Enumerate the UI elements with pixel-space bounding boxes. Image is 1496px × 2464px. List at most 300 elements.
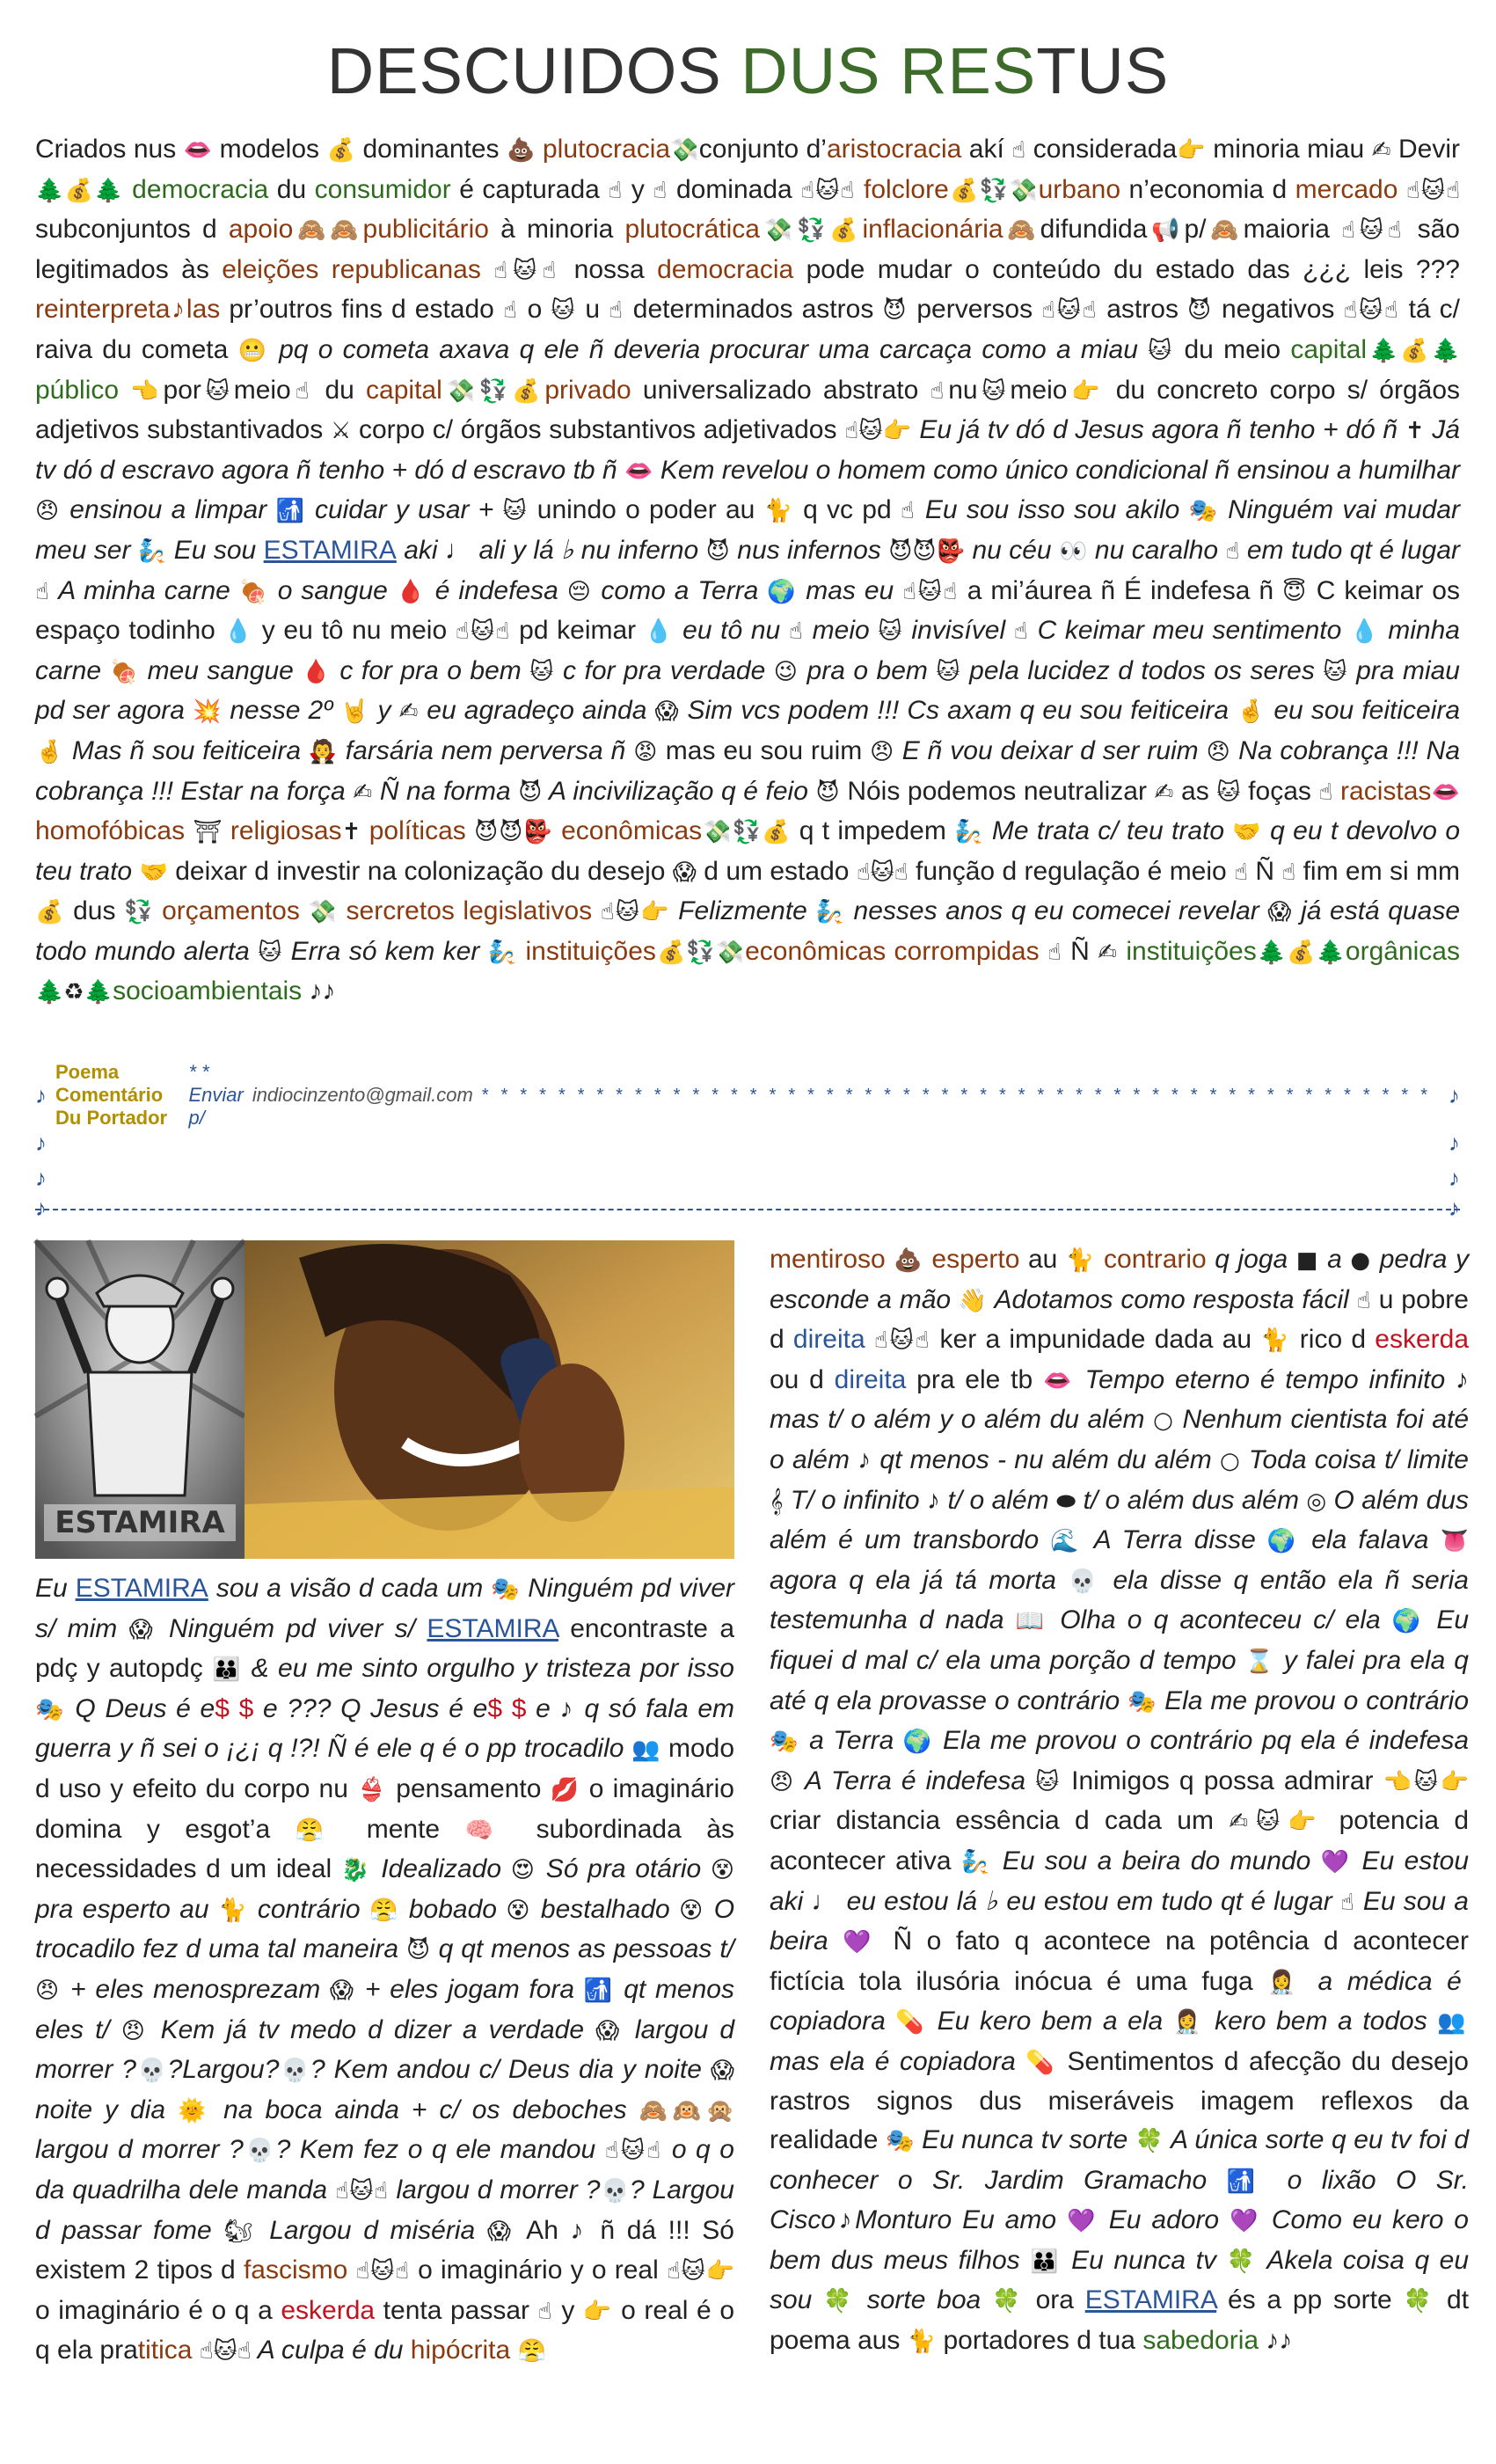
emoji-icon: 😱	[128, 1616, 157, 1643]
music-note-icon: ♪	[1449, 1195, 1460, 1221]
poem-text-italic: nesse 2º	[222, 696, 341, 726]
poem-text: rico d	[1290, 1325, 1376, 1355]
emoji-icon: 💧	[644, 618, 675, 646]
poem-text-italic: Na cobrança !!! Na cobrança !!! Estar na força	[35, 735, 1461, 806]
emoji-icon: 😱	[1267, 899, 1293, 926]
poem-text: astros	[1098, 295, 1188, 325]
poem-text-italic: Eu nunca tv	[1061, 2245, 1227, 2275]
poem-text-italic: y	[369, 696, 399, 726]
poem-text-italic: Eu nunca tv sorte	[914, 2125, 1135, 2155]
highlight-brown: religiosas	[222, 816, 342, 846]
emoji-icon: ☝	[609, 297, 624, 325]
emoji-icon: 🌞	[178, 2097, 212, 2124]
emoji-icon: 😱	[595, 2017, 624, 2044]
poem-text-italic: Eu adoro	[1098, 2205, 1230, 2235]
poem-text-italic: Toda coisa t/ limite	[1240, 1444, 1469, 1474]
emoji-icon: 👉	[1067, 377, 1105, 405]
emoji-icon: 💀	[279, 2058, 311, 2085]
poem-text-italic: O trocadilo fez d uma tal maneira	[35, 1894, 735, 1964]
poem-text: mas eu sou ruim	[657, 735, 871, 765]
poem-text: dt poema aus	[770, 2285, 1470, 2356]
poem-text: dominada	[668, 174, 801, 204]
emoji-icon: 💰💱💸	[655, 939, 746, 966]
poem-text-italic: eu agradeço ainda	[419, 696, 655, 726]
highlight-brown: aristocracia	[826, 135, 962, 164]
poem-text-italic: A Terra disse	[1083, 1525, 1267, 1555]
poem-text-italic: T/ o infinito ♪ t/ o além	[783, 1485, 1057, 1515]
emoji-icon: 😵	[679, 1897, 705, 1924]
highlight-green: consumidor	[314, 174, 451, 204]
emoji-icon: 💸	[308, 899, 338, 926]
poem-text: criar distancia essência d cada um	[770, 1806, 1230, 1836]
highlight-blue: direita	[834, 1364, 907, 1394]
poem-text-italic: Como eu kero o bem dus meus filhos	[770, 2205, 1469, 2275]
emoji-icon: 🐱	[936, 658, 961, 685]
emoji-icon: 😵	[506, 1897, 532, 1924]
poem-text: modo d uso y efeito du corpo nu	[35, 1734, 734, 1803]
woman-on-phone-photo	[244, 1240, 734, 1559]
poem-text-italic: mas eu	[797, 575, 903, 605]
emoji-icon: 🌍	[1266, 1528, 1301, 1555]
emoji-icon: ☝🐱☝	[1041, 297, 1098, 325]
emoji-icon: 😱	[329, 1977, 356, 2004]
emoji-icon: 🐿	[223, 2218, 258, 2245]
emoji-icon: ☝	[35, 578, 51, 605]
poem-text-italic: pedra y esconde a mão	[770, 1245, 1470, 1314]
poem-text-italic: mas ela é copiadora	[770, 2046, 1026, 2076]
poem-text-italic: q qt menos as pessoas t/	[430, 1934, 734, 1964]
emoji-icon: 🧞	[487, 939, 518, 966]
poem-text: ♪♪	[1259, 2326, 1293, 2356]
poem-text-italic: Kem já tv medo d dizer a verdade	[149, 2014, 596, 2044]
emoji-icon: 🐱	[502, 498, 529, 525]
poem-text: d um estado	[696, 856, 857, 886]
emoji-icon: ✍	[1098, 939, 1118, 966]
estamira-drawing	[35, 1240, 244, 1559]
emoji-icon: 🌲💰🌲	[1256, 939, 1346, 966]
emoji-icon: ☝	[502, 297, 519, 325]
poem-text-italic: ? Kem fez o q ele mandou	[275, 2135, 605, 2165]
poem-text-italic: ? Kem andou c/ Deus dia y noite	[310, 2055, 711, 2085]
poem-text-italic: Felizmente	[669, 896, 816, 926]
emoji-icon: 🧞	[960, 1848, 993, 1875]
poem-text: as	[1173, 776, 1217, 806]
emoji-icon: ◎	[1306, 1488, 1327, 1515]
poem-text-italic: sorte boa	[855, 2285, 992, 2315]
poem-text: tá c/ raiva du cometa	[35, 295, 1461, 364]
title-part-1: DESCUIDOS	[326, 34, 741, 107]
poem-text-italic: + eles menosprezam	[61, 1974, 330, 2004]
emoji-icon: 💥	[193, 698, 223, 726]
emoji-icon: 🐱	[201, 377, 234, 405]
emoji-icon: 👪	[1030, 2248, 1062, 2275]
emoji-icon: 🐱	[1035, 1768, 1062, 1795]
poem-text-italic: Akela coisa q eu sou	[770, 2245, 1470, 2315]
emoji-icon: ☝🐱☝	[800, 177, 856, 204]
poem-text-italic: nu caralho	[1087, 535, 1226, 565]
highlight-brown: plutocracia	[535, 135, 671, 164]
poem-text: portadores d tua	[936, 2326, 1143, 2356]
poem-text-italic: a médica é copiadora	[770, 1966, 1462, 2036]
estamira-link[interactable]: ESTAMIRA	[1084, 2285, 1217, 2315]
comment-textarea[interactable]	[35, 1112, 1460, 1221]
poem-text-italic: Ela me provou o contrário pq ela é indefesa	[933, 1726, 1470, 1756]
poem-text	[1397, 175, 1406, 204]
poem-text-italic: largou d morrer ?	[35, 2135, 244, 2165]
poem-text-italic: Eu sou a beira	[770, 1886, 1469, 1956]
emoji-icon: ⬬	[1056, 1488, 1076, 1515]
poem-text-italic: y falei pra ela q até q ela provasse o contrário	[770, 1645, 1469, 1715]
emoji-icon: 💋	[550, 1776, 580, 1803]
music-note-icon: ♪	[35, 1130, 47, 1156]
emoji-icon: ☝	[290, 377, 314, 405]
emoji-icon: 🐱	[878, 618, 903, 646]
emoji-icon: 🌍	[1391, 1608, 1426, 1635]
emoji-icon: 💊	[1025, 2049, 1057, 2076]
emoji-icon: 💀	[135, 2058, 168, 2085]
emoji-icon: 😤	[295, 1817, 342, 1844]
emoji-icon: 🍀	[992, 2288, 1025, 2315]
emoji-icon: 💊	[895, 2009, 928, 2036]
emoji-icon: 😈	[406, 1937, 431, 1964]
poem-text-italic: eu tô nu	[674, 616, 789, 646]
highlight-brown: privado	[544, 375, 631, 405]
emoji-icon: 🩸	[396, 578, 427, 605]
poem-text-italic: noite y dia	[35, 2095, 179, 2124]
poem-text-italic: em tudo qt é lugar	[1239, 535, 1461, 565]
emoji-icon: ☝🐱☝	[199, 2338, 252, 2365]
poem-text: negativos	[1212, 295, 1344, 325]
poem-text-italic: q joga	[1206, 1245, 1296, 1274]
poem-text: meio	[233, 375, 291, 405]
emoji-icon: ✍	[1154, 779, 1174, 806]
highlight-brown: hipócrita	[410, 2336, 511, 2365]
emoji-icon: 💜	[1066, 2208, 1098, 2235]
poem-text: o real é o q ela pra	[35, 2295, 734, 2365]
emoji-icon: 👈	[130, 377, 164, 405]
music-note-icon: ♪	[1449, 1130, 1460, 1156]
poem-text: perversos	[908, 295, 1042, 325]
emoji-icon: ☝	[1013, 618, 1029, 646]
poem-text-italic: Q Deus é e	[65, 1693, 215, 1723]
emoji-icon: 😠	[870, 738, 894, 765]
poem-text-italic: e ♪ q só fala em guerra y ñ sei o ¡¿¡ q !?! Ñ é ele q é o pp trocadilo	[35, 1693, 735, 1764]
poem-text: encontraste a pdç y autopdç	[35, 1613, 734, 1684]
title-part-3: TUS	[1036, 34, 1170, 107]
poem-text-italic: invisível	[902, 616, 1014, 646]
poem-text-italic: O além dus além é um transbordo	[770, 1485, 1470, 1555]
poem-text: função d regulação é meio	[908, 856, 1235, 886]
emoji-icon: 👄	[1431, 779, 1461, 806]
poem-text: Devir	[1390, 135, 1460, 164]
emoji-icon: 🚮	[275, 498, 306, 525]
email-link[interactable]: indiocinzento@gmail.com	[252, 1084, 473, 1106]
poem-text: nossa	[561, 254, 658, 284]
poem-text-italic: eu sou feiticeira	[1266, 696, 1461, 726]
emoji-icon: 🐱	[977, 377, 1011, 405]
poem-text-italic: já está quase todo mundo alerta	[35, 896, 1461, 966]
poem-text: minoria miau	[1205, 135, 1372, 164]
poem-text	[347, 2256, 355, 2285]
poem-text-italic: minha carne	[35, 616, 1460, 685]
poem-text: o imaginário domina y esgot’a	[35, 1773, 734, 1844]
poem-text: o imaginário é o q a	[35, 2295, 281, 2325]
emoji-icon: ☝🐱☝	[1343, 297, 1400, 325]
highlight-brown: capital	[366, 375, 442, 405]
poem-text: meio	[1010, 375, 1068, 405]
poem-text: tenta passar	[375, 2295, 538, 2325]
highlight-red: $ $	[215, 1693, 254, 1723]
emoji-icon: 😈	[815, 779, 840, 806]
emoji-icon: 😱	[486, 2218, 516, 2245]
emoji-icon: 𝄞	[770, 1488, 784, 1515]
emoji-icon: 🎭	[491, 1576, 521, 1603]
emoji-icon: ☝🐱☝	[334, 2177, 389, 2204]
emoji-icon: 🍀	[1135, 2128, 1164, 2155]
emoji-icon: 🍖	[109, 658, 140, 685]
highlight-green: instituições	[1117, 936, 1257, 966]
emoji-icon: 💀	[1068, 1568, 1101, 1595]
poem-text-italic: A incivilização q é feio	[542, 776, 816, 806]
emoji-icon: ☝🐱☝	[493, 257, 562, 284]
emoji-icon: ☝	[1011, 137, 1026, 164]
poem-text: n’economia d	[1120, 174, 1295, 204]
emoji-icon: 📖	[1015, 1608, 1048, 1635]
emoji-icon: 💰💱💸	[948, 177, 1039, 204]
highlight-brown: titica	[137, 2336, 193, 2365]
poem-text: determinados astros	[624, 295, 883, 325]
music-note-icon: ♪	[35, 1165, 47, 1191]
emoji-icon: ☝🐱☝	[902, 578, 959, 605]
poem-text-italic: como a Terra	[592, 575, 768, 605]
estamira-link[interactable]: ESTAMIRA	[75, 1574, 208, 1603]
emoji-icon: ✝	[341, 819, 361, 846]
poem-text: Nóis podemos neutralizar	[839, 776, 1155, 806]
poem-text: Ñ	[1062, 936, 1098, 966]
poem-text-italic: nesses anos q eu comecei revelar	[844, 896, 1268, 926]
poem-text	[192, 2336, 199, 2365]
emoji-icon: 🐈	[1065, 1247, 1096, 1274]
highlight-green: socioambientais	[113, 976, 303, 1006]
emoji-icon: ☝	[1318, 779, 1333, 806]
emoji-icon: ☝	[608, 177, 624, 204]
music-note-icon: ♪	[1449, 1165, 1460, 1191]
emoji-icon: ☝	[1047, 939, 1062, 966]
emoji-icon: 👋	[958, 1287, 988, 1314]
poem-text-italic: contrário	[248, 1894, 369, 1924]
emoji-icon: 🌍	[767, 578, 798, 605]
music-note-icon: ♪	[1449, 1081, 1460, 1108]
poem-text-italic: A única sorte q eu tv foi d conhecer o Sr. Jardim Gramacho	[770, 2125, 1470, 2195]
poem-text-italic: e ??? Q Jesus é e	[253, 1693, 488, 1723]
emoji-icon: 😵	[710, 1857, 735, 1884]
emoji-icon: 👀	[1059, 537, 1088, 565]
poem-text: y	[552, 2295, 583, 2325]
image-strip	[35, 1240, 734, 1559]
poem-text-italic: é indefesa	[426, 575, 567, 605]
poem-text-italic: Idealizado	[371, 1854, 511, 1884]
poem-text-italic: c for pra verdade	[554, 655, 774, 685]
poem-text: por	[163, 375, 201, 405]
poem-text-italic: ?Largou?	[167, 2055, 280, 2085]
emoji-icon: ☝	[1234, 859, 1248, 886]
emoji-icon: 👪	[212, 1656, 243, 1684]
highlight-brown: publicitário	[362, 215, 489, 245]
poem-text: à minoria	[488, 215, 625, 245]
emoji-icon: ☝🐱👉	[600, 899, 670, 926]
page-title	[0, 33, 1496, 108]
poem-text-italic: agora q ela já tá morta	[770, 1565, 1069, 1595]
emoji-icon: 🩸	[302, 658, 332, 685]
highlight-brown: inflacionária	[862, 215, 1003, 245]
poem-text-italic: ela falava	[1300, 1525, 1441, 1555]
emoji-icon: 🤝	[139, 859, 168, 886]
emoji-icon: 🍀	[1226, 2248, 1258, 2275]
image-caption: ESTAMIRA	[55, 1505, 225, 1540]
emoji-icon: 👩‍⚕️	[1267, 1969, 1303, 1996]
emoji-icon: 🌲💰🌲	[35, 177, 124, 204]
highlight-brown: mercado	[1295, 174, 1398, 204]
highlight-brown: esperto	[923, 1245, 1020, 1274]
poem-text: Ñ o fato q acontece na potência d acontecer fictícia tola ilusória inócua é uma fuga	[770, 1927, 1470, 1996]
poem-text-italic: largou d morrer ?	[388, 2175, 601, 2204]
send-label: * * Enviar p/	[188, 1061, 244, 1129]
highlight-brown: orçamentos	[153, 896, 309, 926]
estamira-link[interactable]: ESTAMIRA	[427, 1613, 558, 1643]
poem-text-italic: o lixão O Sr. Cisco♪Monturo Eu amo	[770, 2165, 1470, 2235]
emoji-icon: ☝🐱👉	[666, 2258, 735, 2285]
emoji-icon: 🌊	[1050, 1528, 1084, 1555]
emoji-icon: 👄	[183, 137, 213, 164]
emoji-icon: ☝	[1225, 537, 1240, 565]
emoji-icon: 🐉	[340, 1857, 372, 1884]
emoji-icon: ☝🐱☝	[873, 1327, 931, 1355]
poem-text-italic: ela disse q então ela ñ seria testemunha d nada	[770, 1565, 1469, 1635]
poem-text-italic: nu céu	[965, 535, 1060, 565]
poem-text-italic: Eu estou aki ♩ eu estou lá ♭ eu estou em tudo qt é lugar	[770, 1846, 1469, 1916]
poem-text: ker a impunidade dada au	[930, 1325, 1261, 1355]
poem-text: mente	[341, 1814, 465, 1844]
poem-text-italic: nus infernos	[729, 535, 889, 565]
poem-text: y eu tô nu meio	[253, 616, 456, 646]
emoji-icon: 💜	[1320, 1848, 1353, 1875]
highlight-green: capital	[1290, 334, 1368, 364]
emoji-icon: 🙈	[1003, 217, 1040, 245]
poem-text: u	[576, 295, 609, 325]
emoji-icon: 😤	[517, 2338, 546, 2365]
emoji-icon: 💜	[843, 1929, 879, 1956]
poem-text-italic: + eles jogam fora	[355, 1974, 584, 2004]
emoji-icon: ☝	[930, 377, 949, 405]
emoji-icon: 👩‍⚕️	[1172, 2009, 1205, 2036]
poem-text-italic: Já tv dó d escravo agora ñ tenho + dó d escravo tb ñ	[35, 415, 1460, 485]
poem-text: u pobre d	[770, 1284, 1469, 1355]
poem-text: pensamento	[387, 1773, 551, 1803]
emoji-icon: 💰	[35, 899, 65, 926]
poem-text: q vc pd	[793, 495, 901, 525]
emoji-icon: 🤝	[1232, 819, 1262, 846]
emoji-icon: 👅	[1440, 1528, 1470, 1555]
emoji-icon: ⚔	[330, 418, 352, 445]
emoji-icon: 😈	[705, 537, 730, 565]
highlight-green: democracia	[123, 174, 269, 204]
poem-text: deixar d investir na colonização du desejo	[167, 856, 673, 886]
emoji-icon: 😱	[672, 859, 697, 886]
emoji-icon: 🙈🙈	[293, 217, 363, 245]
poem-text: maioria	[1243, 215, 1342, 245]
emoji-icon: 🎭	[1188, 498, 1219, 525]
emoji-icon: 🐱	[551, 297, 577, 325]
emoji-icon: 🧞	[815, 899, 845, 926]
poem-text: pr’outros fins d estado	[220, 295, 503, 325]
poem-text: foças	[1240, 776, 1319, 806]
poem-text-italic: a	[1318, 1245, 1351, 1274]
estamira-link[interactable]: ESTAMIRA	[263, 535, 397, 565]
highlight-brown: reinterpreta♪las	[35, 295, 221, 325]
comment-label: Poema Comentário Du Portador	[55, 1061, 168, 1129]
poem-text: Criados nus	[35, 135, 184, 164]
emoji-icon: 😉	[773, 658, 799, 685]
emoji-icon: 🐱	[529, 658, 555, 685]
emoji-icon: ☝	[1339, 1889, 1355, 1916]
poem-text-italic: largou d morrer ?	[35, 2014, 735, 2085]
poem-text-italic: C keimar meu sentimento	[1028, 616, 1350, 646]
emoji-icon: 🐱	[1148, 337, 1175, 364]
poem-text-italic: ensinou a limpar	[61, 495, 276, 525]
poem-text	[886, 1245, 894, 1274]
highlight-green: público	[35, 375, 120, 405]
comment-bar	[35, 1061, 1460, 1129]
poem-text-italic: kero bem a todos	[1204, 2007, 1438, 2036]
poem-text	[481, 255, 493, 284]
emoji-icon: 🌍	[902, 1729, 934, 1756]
emoji-icon: 👈🐱👉	[1383, 1768, 1470, 1795]
emoji-icon: 💸💱💰	[702, 819, 792, 846]
emoji-icon: ☝🐱☝	[604, 2138, 663, 2165]
poem-text: são legitimados às	[35, 215, 1460, 284]
highlight-brown: econômicas	[552, 816, 703, 846]
emoji-icon: 🧞	[954, 819, 984, 846]
poem-text: ora	[1024, 2285, 1085, 2315]
poem-text-italic: pela lucidez d todos os seres	[960, 655, 1324, 685]
poem-text: ou d	[770, 1364, 835, 1394]
poem-text-italic: na boca ainda + c/ os deboches	[211, 2095, 639, 2124]
poem-text: Inimigos q possa admirar	[1062, 1766, 1383, 1795]
emoji-icon: 👥	[631, 1736, 661, 1764]
emoji-icon: 🌲💰🌲	[1367, 337, 1460, 364]
emoji-icon: 😤	[369, 1897, 400, 1924]
emoji-icon: 😠	[35, 498, 62, 525]
poem-text-italic: Nenhum cientista foi até o além ♪ qt menos - nu além du além	[770, 1405, 1470, 1474]
highlight-brown: políticas	[361, 816, 466, 846]
poem-text: pra ele tb	[906, 1364, 1043, 1394]
emoji-icon: 🍀	[1403, 2288, 1436, 2315]
poem-text-italic: o q o da quadrilha dele manda	[35, 2135, 734, 2204]
poem-text-italic: Ela me provou o contrário	[1157, 1685, 1469, 1715]
emoji-icon: 💸	[670, 137, 699, 164]
emoji-icon: ○	[1153, 1407, 1174, 1435]
poem-text: corpo c/ órgãos substantivos adjetivados	[351, 415, 845, 445]
emoji-icon: 😔	[566, 578, 593, 605]
emoji-icon: 😱	[654, 698, 680, 726]
emoji-icon: 🙈🙉🙊	[639, 2097, 735, 2124]
left-column-poem	[35, 1569, 734, 2372]
emoji-icon: ✍🐱👉	[1229, 1809, 1325, 1836]
emoji-icon: 💩	[894, 1247, 923, 1274]
emoji-icon: 😠	[35, 1977, 62, 2004]
poem-text-italic: A Terra é indefesa	[795, 1766, 1036, 1795]
intro-poem	[35, 130, 1460, 1013]
